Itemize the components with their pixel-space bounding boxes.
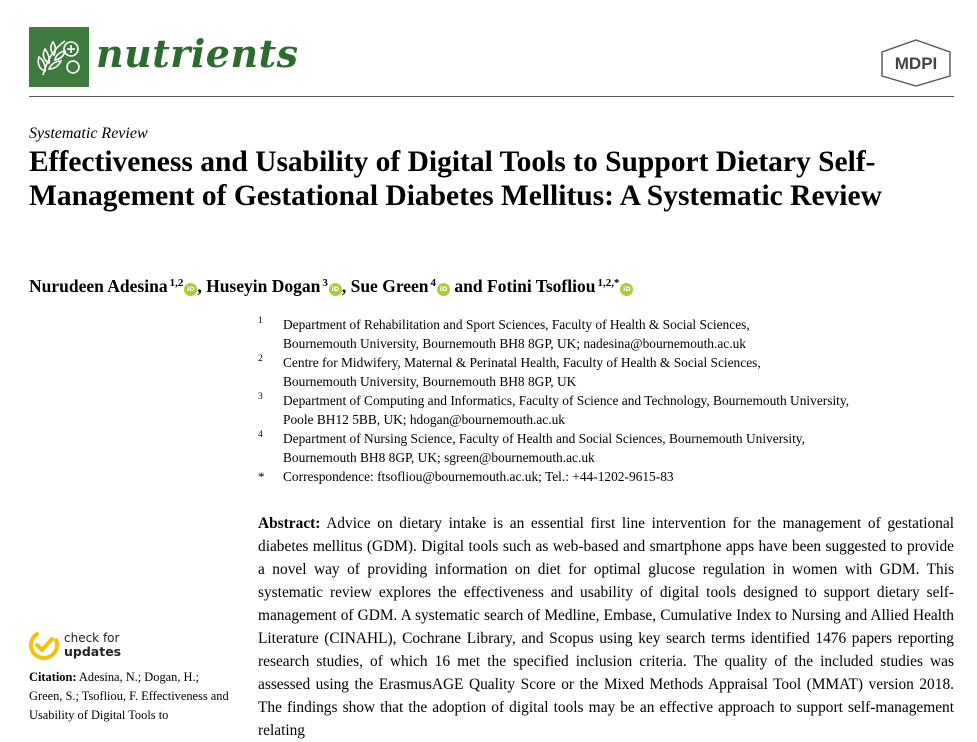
journal-logo xyxy=(29,27,89,87)
orcid-icon[interactable]: iD xyxy=(184,283,197,296)
citation-label: Citation: xyxy=(29,670,77,684)
check-for-updates-button[interactable] xyxy=(29,630,121,660)
author-name[interactable]: Fotini Tsofliou xyxy=(487,276,596,296)
correspondence-text: Correspondence: ftsofliou@bournemouth.ac.uk; Tel.: +44-1202-9615-83 xyxy=(283,469,674,484)
author-affiliation-marker: 3 xyxy=(322,277,328,289)
affiliation-line: Centre for Midwifery, Maternal & Perinatal Health, Faculty of Health & Social Sciences, xyxy=(283,355,761,370)
affiliation-item xyxy=(258,353,958,391)
mdpi-logo xyxy=(878,38,954,88)
affiliation-line: Bournemouth BH8 8GP, UK; sgreen@bournemouth.ac.uk xyxy=(283,450,595,465)
affiliation-marker: 2 xyxy=(258,354,263,364)
journal-name: nutrients xyxy=(96,31,299,76)
author-name[interactable]: Huseyin Dogan xyxy=(206,276,321,296)
affiliation-marker: 3 xyxy=(258,392,263,402)
article-type: Systematic Review xyxy=(29,125,148,142)
author-name[interactable]: Nurudeen Adesina xyxy=(29,276,168,296)
affiliation-line: Department of Computing and Informatics, Faculty of Science and Technology, Bournemouth University, xyxy=(283,393,850,408)
abstract-text: Advice on dietary intake is an essential first line intervention for the management of gestational diabetes mellitus (GDM). Digital tools such as web-based and smartphone apps have been suggested to provide a novel way of providing information on diet for optimal glucose regulation in women with GDM. This systematic review explores the effectiveness and usability of digital tools designed to support dietary self-management of GDM. A systematic search of Medline, Embase, Cumulative Index to Nursing and Allied Health Literature (CINAHL), Cochrane Library, and Scopus using key search terms identified 1476 papers reporting research studies, of which 16 met the specified inclusion criteria. The quality of the included studies was assessed using the ErasmusAGE Quality Score or the Mixed Methods Appraisal Tool (MMAT) version 2018. The findings show that the adoption of digital tools may be an effective approach to support self-management relating xyxy=(258,515,954,739)
orcid-icon[interactable]: iD xyxy=(329,283,342,296)
correspondence-marker: * xyxy=(258,469,265,484)
correspondence xyxy=(258,467,958,486)
author-affiliation-marker: 4 xyxy=(430,277,437,289)
check-updates-line2: updates xyxy=(64,644,122,659)
author-affiliation-marker: 1,2,* xyxy=(597,277,620,289)
affiliation-marker: 1 xyxy=(258,316,263,326)
affiliation-line: Department of Rehabilitation and Sport Sciences, Faculty of Health & Social Sciences, xyxy=(283,317,750,332)
check-updates-line1: check for xyxy=(64,631,120,645)
citation xyxy=(29,668,229,725)
citation-text: Adesina, N.; Dogan, H.; Green, S.; Tsofliou, F. Effectiveness and Usability of Digital Tools to xyxy=(29,670,229,722)
orcid-icon[interactable]: iD xyxy=(437,283,450,296)
abstract xyxy=(258,512,954,742)
header-rule xyxy=(29,96,954,97)
author-affiliation-marker: 1,2 xyxy=(169,277,184,289)
affiliation-line: Poole BH12 5BB, UK; hdogan@bournemouth.ac.uk xyxy=(283,412,565,427)
affiliation-line: Bournemouth University, Bournemouth BH8 8GP, UK xyxy=(283,374,577,389)
affiliation-item xyxy=(258,391,958,429)
affiliation-line: Bournemouth University, Bournemouth BH8 8GP, UK; nadesina@bournemouth.ac.uk xyxy=(283,336,746,351)
author-list xyxy=(29,276,633,297)
affiliation-item xyxy=(258,429,958,467)
mdpi-logo-text: MDPI xyxy=(894,54,938,73)
affiliation-item xyxy=(258,315,958,353)
affiliation-line: Department of Nursing Science, Faculty of Health and Social Sciences, Bournemouth University, xyxy=(283,431,805,446)
affiliation-marker: 4 xyxy=(258,430,263,440)
article-title: Effectiveness and Usability of Digital Tools to Support Dietary Self-Management of Gestational Diabetes Mellitus: A Systematic Review xyxy=(29,146,882,212)
author-name[interactable]: Sue Green xyxy=(350,276,429,296)
author-separator: and xyxy=(454,276,483,296)
author-separator: , xyxy=(197,276,202,296)
nutrients-logo-icon xyxy=(29,27,89,87)
author-separator: , xyxy=(341,276,347,296)
check-updates-icon xyxy=(29,630,59,660)
affiliation-list xyxy=(258,315,958,486)
orcid-icon[interactable]: iD xyxy=(620,283,633,296)
abstract-label: Abstract: xyxy=(258,515,321,532)
